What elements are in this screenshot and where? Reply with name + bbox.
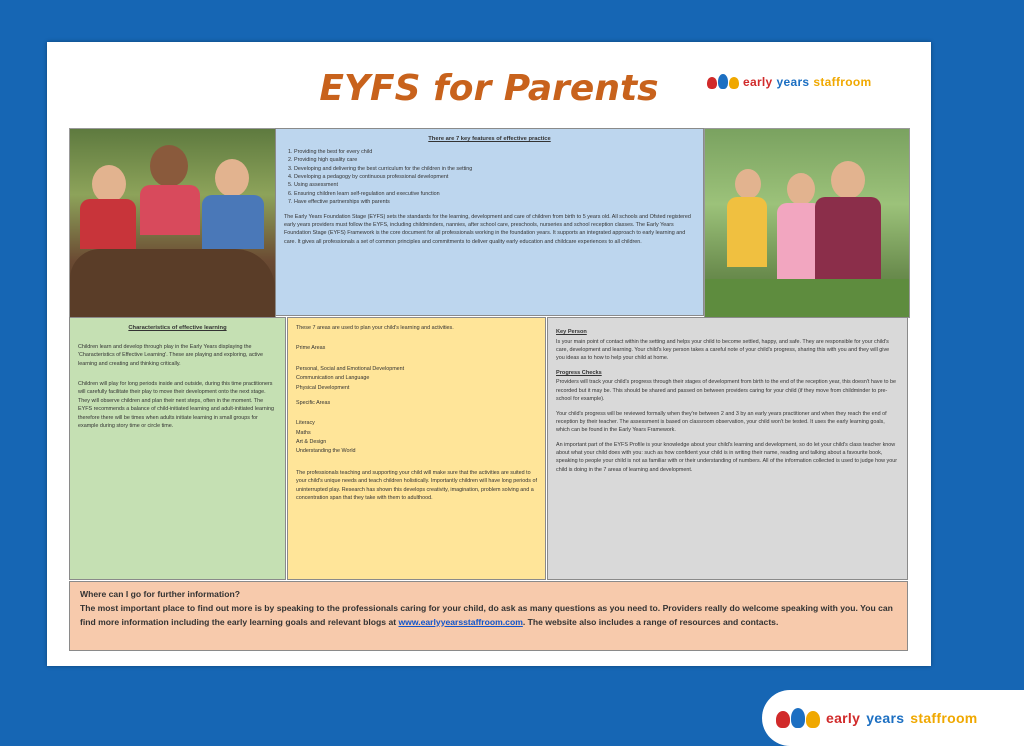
- characteristics-paragraph-1: Children learn and develop through play in the Early Years displaying the 'Characteristics of Effective Learning'. These are playing and exploring, active learning and creating and thinking critically.: [78, 343, 263, 367]
- list-item: Maths: [296, 429, 311, 436]
- list-item: Art & Design: [296, 439, 327, 445]
- characteristics-paragraph-2: Children will play for long periods inside and outside, during this time practitioners will carefully facilitate their play to move their development onto the next stage. They will observe children and plan their next steps, often in the moment. The EYFS recommends a balance of child-initiated learning and adult-initiated learning therefore there will be times when adults initiate learning in small groups for example during story time or circle time.: [78, 381, 274, 429]
- key-person-heading: Key Person: [556, 329, 587, 335]
- list-item: Physical Development: [296, 384, 350, 391]
- children-digging-photo: [69, 128, 276, 318]
- areas-of-learning-panel: [287, 317, 546, 580]
- key-features-panel: [275, 128, 704, 316]
- progress-paragraph-1: Providers will track your child's progress through their stages of development from birth to the end of the reception year, this doesn't have to be recorded but it may be. This should be shared and passed on between providers caring for your child (if they move from childminder to pre-school for example).: [556, 379, 897, 403]
- staffroom-website-link[interactable]: www.earlyyearsstaffroom.com: [398, 616, 523, 627]
- logo-word-staffroom: staffroom: [910, 710, 978, 726]
- further-info-text: The most important place to find out more is by speaking to the professionals caring for your child, do ask as many questions as you need to. Providers really do welcome speaking with you. You can find more information including the early learning goals and relevant blogs at www.earlyyearsstaffroom.com. The website also includes a range of resources and contacts.: [80, 602, 893, 627]
- list-item: 5. Using assessment: [294, 181, 695, 189]
- characteristics-heading: Characteristics of effective learning: [128, 325, 227, 331]
- progress-paragraph-2: Your child's progress will be reviewed formally when they're between 2 and 3 by an early years practitioner and when they reach the end of reception by their teacher. The assessment is based on classroom observation, your child won't be tested. It uses the early learning goals, which can be found in the Early Years Framework.: [556, 410, 887, 434]
- progress-paragraph-3: An important part of the EYFS Profile is your knowledge about your child's learning and development, so do let your child's class teacher know about what your child does with you: such as how confident your child is in writing their name, reading and talking about a favourite book, speaking to people your child is not as familiar with or their understanding of numbers. All of the information collected is used to judge how your child is doing in the 7 areas of learning and development.: [556, 441, 897, 473]
- further-info-question: Where can I go for further information?: [80, 589, 240, 599]
- list-item: 4. Developing a pedagogy by continuous professional development: [294, 173, 695, 181]
- further-information-panel: [69, 581, 908, 651]
- areas-paragraph: The professionals teaching and supporting your child will make sure that the activities are suited to your child's unique needs and teach children holistically. Importantly children will have long periods of uninterrupted play. Research has shown this develops creativity, imagination, problem solving and a concentration span that they take with them to adulthood.: [296, 469, 537, 501]
- page-title: EYFS for Parents: [319, 68, 659, 109]
- document-page: [47, 42, 931, 666]
- list-item: Literacy: [296, 420, 315, 427]
- list-item: 6. Ensuring children learn self-regulation and executive function: [294, 190, 695, 198]
- list-item: 3. Developing and delivering the best curriculum for the children in the setting: [294, 165, 695, 173]
- logo-word-staffroom: staffroom: [813, 74, 872, 89]
- staffroom-logo: [707, 74, 871, 89]
- list-item: Understanding the World: [296, 448, 356, 455]
- key-person-paragraph: Is your main point of contact within the setting and helps your child to become settled, happy, and safe. They are responsible for your child's care, development and learning. Your child's key person takes a careful note of your child's progress, sharing this with you and they will give you ideas as to how to help your child at home.: [556, 338, 890, 362]
- eyfs-intro-paragraph: The Early Years Foundation Stage (EYFS) sets the standards for the learning, development and care of children from birth to 5 years old. All schools and Ofsted registered early years providers must follow the EYFS, including childminders, nannies, after school care, preschools, nurseries and school reception classes. The Early Years Foundation Stage (EYFS) Framework is the core document for all professionals working in the foundation years. It supports an integrated approach to early learning and care. It gives all professionals a set of common principles and commitments to deliver quality early education and childcare experiences to all children.: [284, 213, 691, 245]
- logo-word-years: years: [866, 710, 905, 726]
- prime-areas-heading: Prime Areas: [296, 345, 326, 352]
- children-playing-photo: [704, 128, 910, 318]
- logo-word-years: years: [776, 74, 810, 89]
- characteristics-panel: [69, 317, 286, 580]
- progress-checks-heading: Progress Checks: [556, 369, 602, 376]
- key-features-heading: There are 7 key features of effective practice: [428, 136, 551, 142]
- logo-word-early: early: [826, 710, 861, 726]
- list-item: Personal, Social and Emotional Development: [296, 365, 405, 372]
- hand-prints-icon: [707, 74, 739, 89]
- key-features-list: [284, 148, 695, 207]
- list-item: 2. Providing high quality care: [294, 156, 695, 164]
- list-item: 1. Providing the best for every child: [294, 148, 695, 156]
- specific-areas-heading: Specific Areas: [296, 399, 331, 406]
- hand-prints-icon: [776, 708, 820, 728]
- list-item: Communication and Language: [296, 375, 370, 382]
- areas-intro: These 7 areas are used to plan your child's learning and activities.: [296, 325, 454, 331]
- key-person-panel: [547, 317, 908, 580]
- list-item: 7. Have effective partnerships with parents: [294, 198, 695, 206]
- staffroom-corner-logo: [762, 690, 1024, 746]
- logo-word-early: early: [743, 74, 773, 89]
